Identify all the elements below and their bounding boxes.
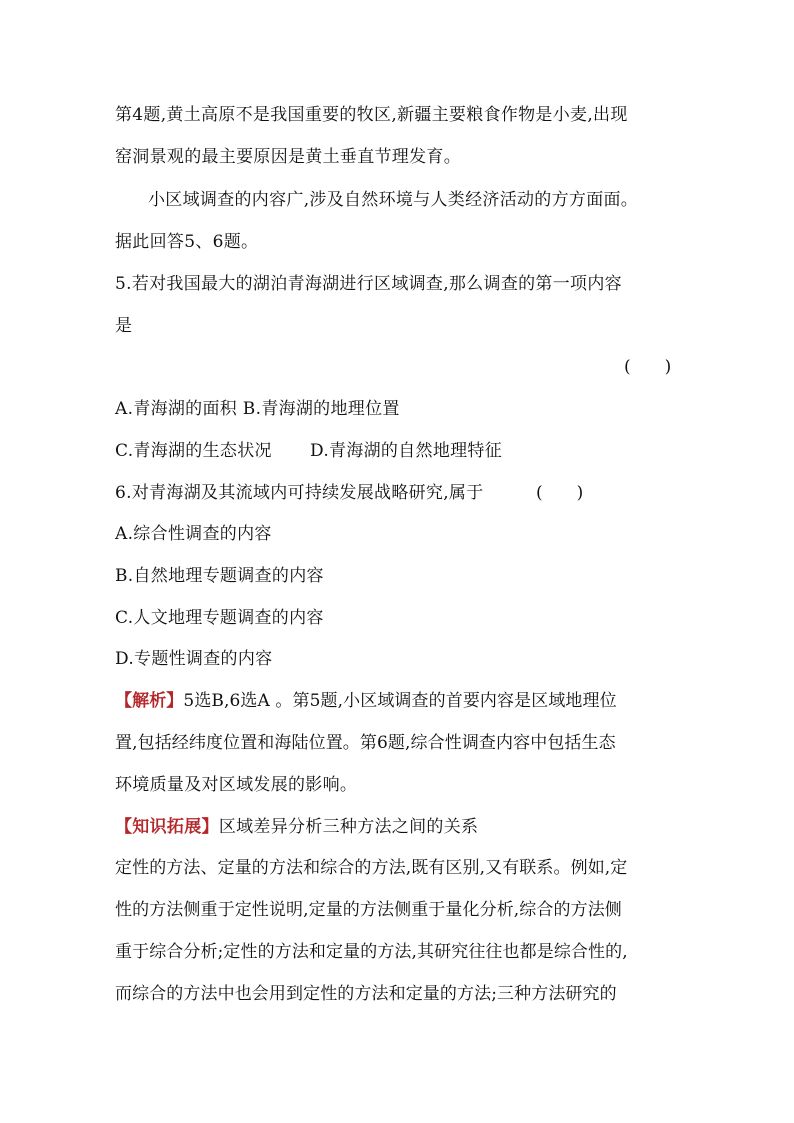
q5-option-c: C.青海湖的生态状况 [115, 441, 272, 461]
extension-title: 区域差异分析三种方法之间的关系 [218, 817, 479, 837]
analysis-line-1 [115, 689, 617, 713]
prev-explanation-line-2: 窑洞景观的最主要原因是黄土垂直节理发育。 [115, 147, 461, 167]
question-stem-line-1: 小区域调查的内容广,涉及自然环境与人类经济活动的方方面面。 [148, 190, 639, 210]
extension-line-3: 重于综合分析;定性的方法和定量的方法,其研究往往也都是综合性的, [115, 942, 628, 962]
extension-line-1: 定性的方法、定量的方法和综合的方法,既有区别,又有联系。例如,定 [115, 858, 628, 878]
q6-stem: 6.对青海湖及其流域内可持续发展战略研究,属于 [115, 483, 484, 503]
prev-explanation-line-1: 第4题,黄土高原不是我国重要的牧区,新疆主要粮食作物是小麦,出现 [115, 105, 628, 125]
extension-line-4: 而综合的方法中也会用到定性的方法和定量的方法;三种方法研究的 [115, 984, 617, 1004]
q6-option-c: C.人文地理专题调查的内容 [115, 608, 324, 628]
extension-line-2: 性的方法侧重于定性说明,定量的方法侧重于量化分析,综合的方法侧 [115, 900, 622, 920]
analysis-line-3: 环境质量及对区域发展的影响。 [115, 775, 358, 795]
extension-heading [115, 815, 478, 839]
q5-option-d: D.青海湖的自然地理特征 [310, 441, 503, 461]
q5-stem-line-1: 5.若对我国最大的湖泊青海湖进行区域调查,那么调查的第一项内容 [115, 274, 622, 294]
q5-stem-line-2: 是 [115, 316, 133, 336]
analysis-tag: 【解析】 [115, 691, 184, 711]
q6-answer-parentheses: ( ) [536, 483, 584, 503]
q5-answer-parentheses: ( ) [624, 357, 672, 377]
extension-tag: 【知识拓展】 [115, 817, 219, 837]
q6-option-b: B.自然地理专题调查的内容 [115, 566, 324, 586]
analysis-text-1: 5选B,6选A 。第5题,小区域调查的首要内容是区域地理位 [183, 691, 617, 711]
q6-option-d: D.专题性调查的内容 [115, 649, 273, 669]
q6-option-a: A.综合性调查的内容 [115, 524, 272, 544]
q5-options-a-b: A.青海湖的面积 B.青海湖的地理位置 [115, 399, 400, 419]
analysis-line-2: 置,包括经纬度位置和海陆位置。第6题,综合性调查内容中包括生态 [115, 733, 616, 753]
question-stem-line-2: 据此回答5、6题。 [115, 232, 259, 252]
